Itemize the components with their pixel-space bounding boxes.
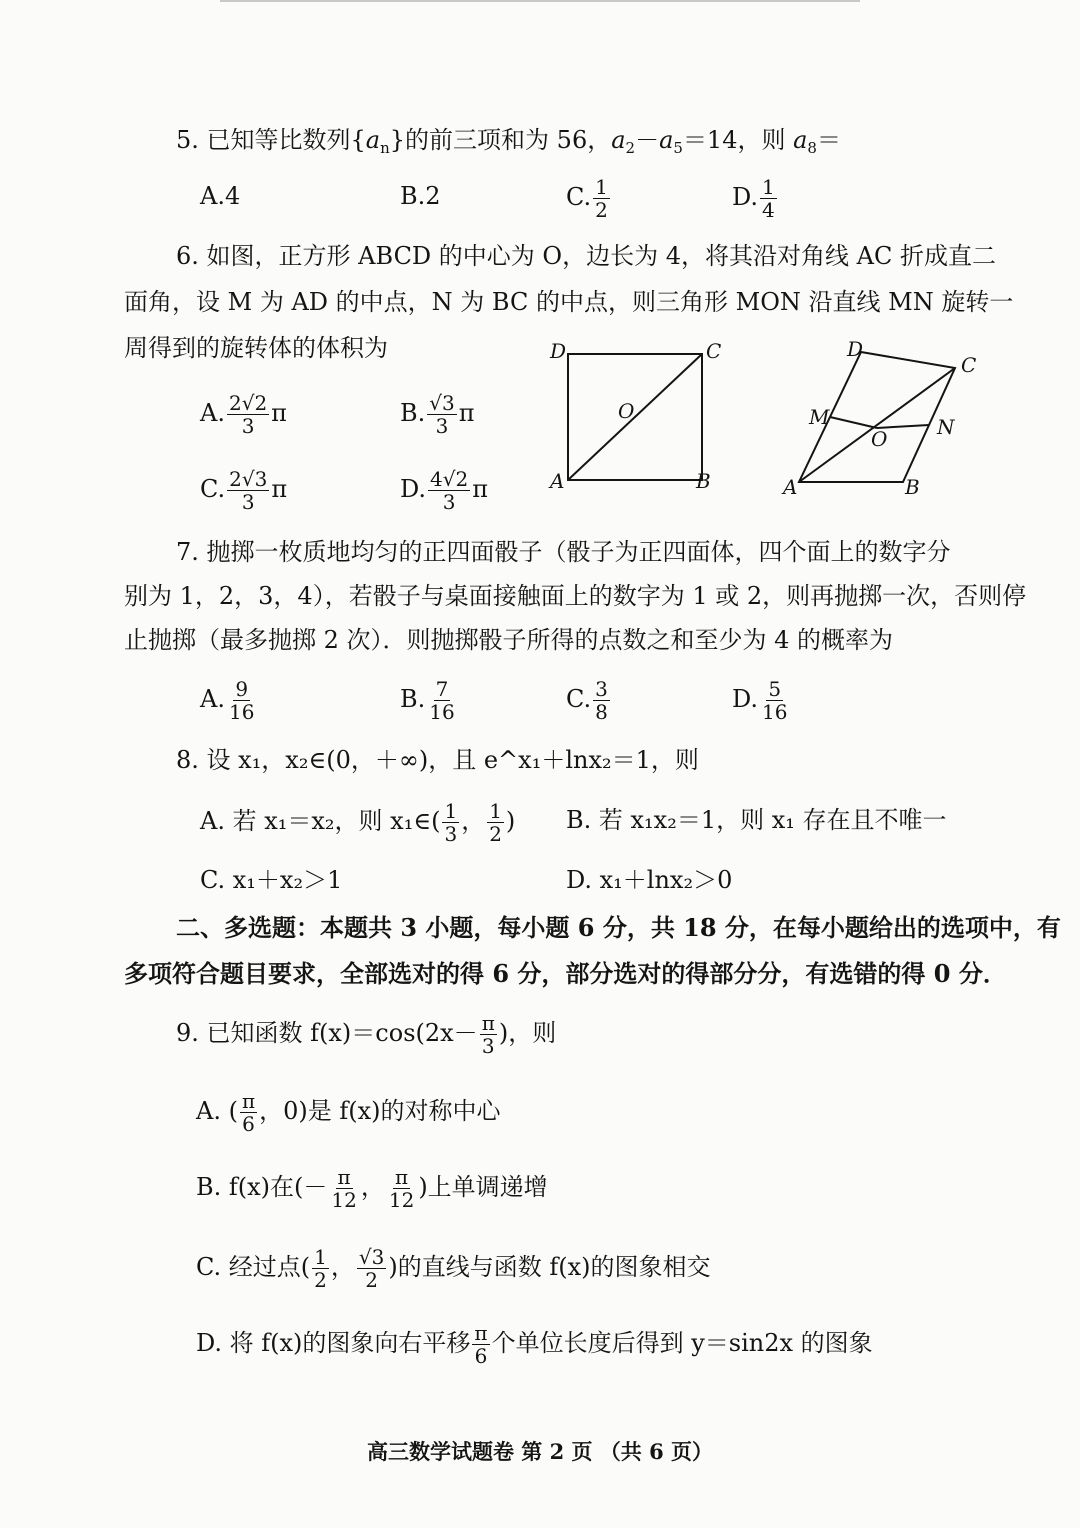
question-6-option-d: D. $\frac{4√2}{3}$ π (400, 467, 488, 514)
question-7-line-2: 别为 1，2，3，4），若骰子与桌面接触面上的数字为 1 或 2，则再抛掷一次，否则停 (124, 582, 1027, 610)
question-8-option-a: A. 若 x₁＝x₂，则 x₁∈( $\frac{1}{3}$ ， $\frac{1}{2}$ ) (200, 799, 516, 846)
label-a: A (783, 475, 798, 499)
question-5-option-a: A.4 (200, 182, 241, 210)
question-6-line-3: 周得到的旋转体的体积为 (124, 334, 388, 362)
label-n: N (937, 415, 955, 439)
label-d: D (550, 339, 567, 363)
question-6-option-c: C. $\frac{2√3}{3}$ π (200, 467, 288, 514)
question-6-option-b: B. $\frac{√3}{3}$ π (400, 391, 475, 438)
label-b: B (696, 469, 711, 493)
label-o: O (618, 399, 635, 423)
figure-square-abcd (540, 338, 730, 498)
question-7-line-1: 7. 抛掷一枚质地均匀的正四面骰子（骰子为正四面体，四个面上的数字分 (176, 538, 951, 566)
question-5-stem: 5. 已知等比数列$\{a_n\}$的前三项和为 56，$a_2-a_5=14$，则 $a_8=$ (176, 126, 841, 157)
question-9-option-c: C. 经过点( $\frac{1}{2}$ ， $\frac{√3}{2}$ )的直线与函数 f(x)的图象相交 (196, 1245, 711, 1292)
question-9-option-b: B. f(x)在(－ $\frac{\pi}{12}$ ， $\frac{\pi}{12}$ )上单调递增 (196, 1165, 548, 1212)
question-9-option-a: A. ( $\frac{\pi}{6}$ ，0)是 f(x)的对称中心 (196, 1089, 501, 1136)
question-9-option-d: D. 将 f(x)的图象向右平移 $\frac{\pi}{6}$ 个单位长度后得到 y＝sin2x 的图象 (196, 1321, 873, 1368)
question-5-option-b: B.2 (400, 182, 441, 210)
figure-folded-abcd (775, 334, 990, 504)
section-2-line-1: 二、多选题：本题共 3 小题，每小题 6 分，共 18 分，在每小题给出的选项中，有 (176, 913, 1061, 942)
question-7-option-c: C. $\frac{3}{8}$ (566, 677, 608, 724)
question-7-option-b: B. $\frac{7}{16}$ (400, 677, 455, 724)
question-7-line-3: 止抛掷（最多抛掷 2 次）．则抛掷骰子所得的点数之和至少为 4 的概率为 (124, 626, 894, 654)
question-6-line-1: 6. 如图，正方形 ABCD 的中心为 O，边长为 4，将其沿对角线 AC 折成直二 (176, 242, 996, 270)
label-a: A (550, 469, 565, 493)
question-5-option-c: C. $\frac{1}{2}$ (566, 175, 608, 222)
question-6-line-2: 面角，设 M 为 AD 的中点，N 为 BC 的中点，则三角形 MON 沿直线 MN 旋转一 (124, 288, 1014, 316)
page-top-edge (220, 0, 860, 2)
question-8-option-d: D. x₁＋lnx₂＞0 (566, 866, 733, 894)
question-8-stem: 8. 设 x₁，x₂∈(0，＋∞)，且 e^x₁＋lnx₂＝1，则 (176, 746, 699, 774)
question-5-option-d: D. $\frac{1}{4}$ (732, 175, 775, 222)
label-c: C (961, 353, 977, 377)
question-8-option-c: C. x₁＋x₂＞1 (200, 866, 343, 894)
label-c: C (706, 339, 722, 363)
label-m: M (809, 405, 830, 429)
section-2-line-2: 多项符合题目要求，全部选对的得 6 分，部分选对的得部分分，有选错的得 0 分． (124, 959, 1007, 988)
question-7-option-a: A. $\frac{9}{16}$ (200, 677, 255, 724)
label-d: D (847, 337, 864, 361)
question-9-stem: 9. 已知函数 f(x)＝cos(2x－ $\frac{\pi}{3}$ )，则 (176, 1011, 557, 1058)
label-o: O (871, 427, 888, 451)
segment-mo (830, 417, 877, 428)
label-b: B (905, 475, 920, 499)
page-footer: 高三数学试题卷 第 2 页 （共 6 页） (366, 1439, 714, 1464)
question-7-option-d: D. $\frac{5}{16}$ (732, 677, 788, 724)
question-6-option-a: A. $\frac{2√2}{3}$ π (200, 391, 287, 438)
question-8-option-b: B. 若 x₁x₂＝1，则 x₁ 存在且不唯一 (566, 806, 947, 834)
diagonal-ac (568, 354, 702, 480)
